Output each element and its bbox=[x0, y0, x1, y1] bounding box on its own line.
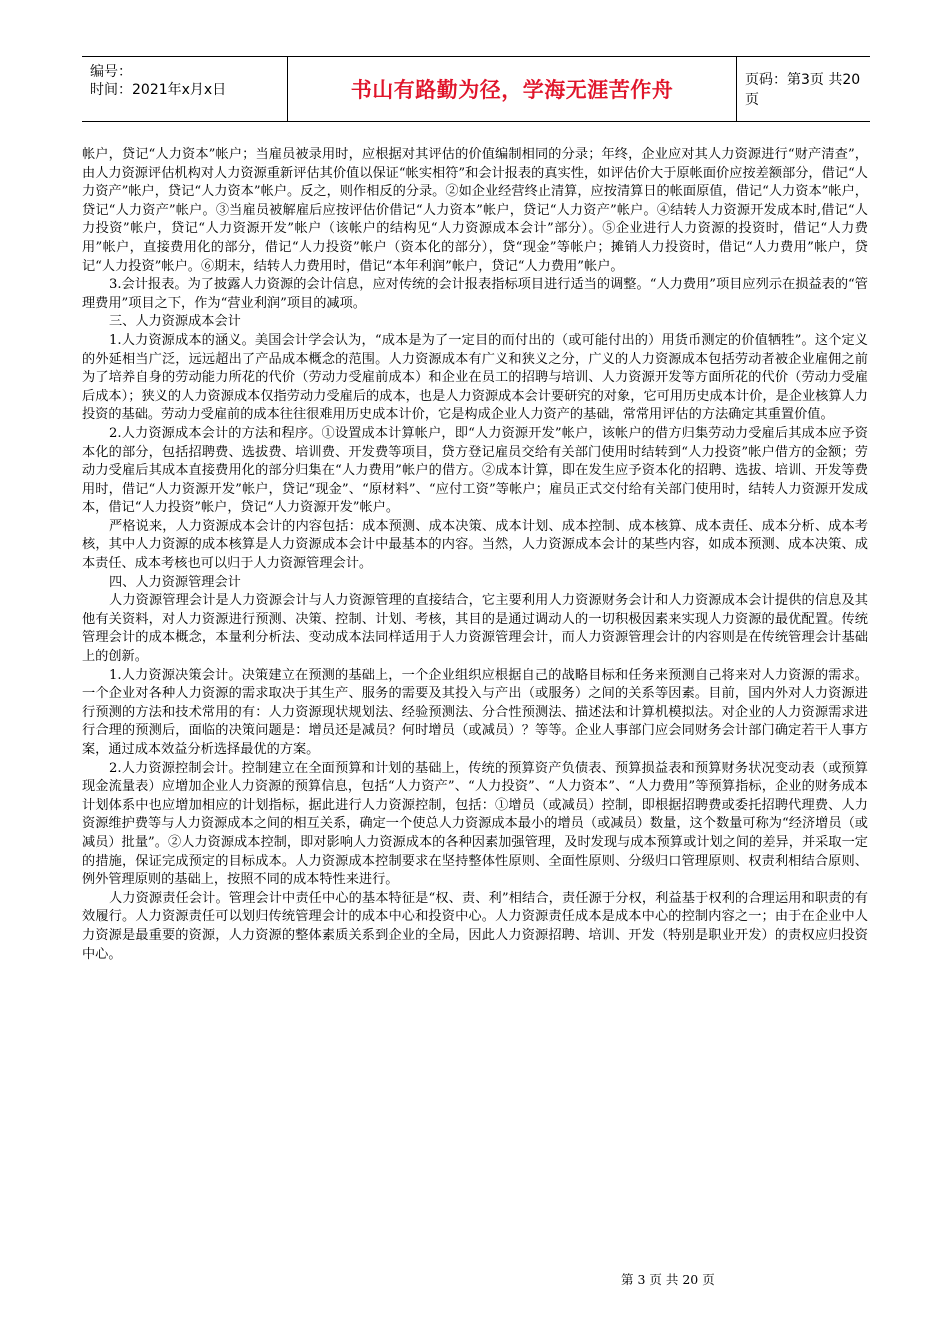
body-paragraph: 3.会计报表。为了披露人力资源的会计信息，应对传统的会计报表指标项目进行适当的调整。“人力费用”项目应列示在损益表的“管理费用”项目之下，作为“营业利润”项目的减项。 bbox=[82, 277, 868, 311]
body-paragraph: 四、人力资源管理会计 bbox=[109, 574, 241, 590]
body-paragraph: 人力资源责任会计。管理会计中责任中心的基本特征是“权、责、利”相结合，责任源于分权，利益基于权利的合理运用和职责的有效履行。人力资源责任可以划归传统管理会计的成本中心和投资中心。人力资源责任成本是成本中心的控制内容之一；由于在企业中人力资源是最重要的资源，人力资源的整体素质关系到企业的全局，因此人力资源招聘、培训、开发（特别是职业开发）的责权应归投资中心。 bbox=[82, 890, 868, 962]
body-paragraph: 帐户，贷记“人力资本”帐户；当雇员被录用时，应根据对其评估的价值编制相同的分录；年终，企业应对其人力资源进行“财产清查”，由人力资源评估机构对人力资源重新评估其价值以保证“帐实相符”和会计报表的真实性，如评估价大于原帐面价应按差额部分，借记“人力资产”帐户，贷记“人力资本”帐户。反之，则作相反的分录。②如企业经营终止清算，应按清算日的帐面原值，借记“人力资本”帐户，贷记“人力资产”帐户。③当雇员被解雇后应按评估价借记“人力资本”帐户，贷记“人力资产”帐户。④结转人力资源开发成本时,借记“人力投资”帐户，贷记“人力资源开发”帐户（该帐户的结构见“人力资源成本会计”部分）。⑤企业进行人力资源的投资时，借记“人力费用”帐户，直接费用化的部分，借记“人力投资”帐户（资本化的部分），贷“现金”等帐户；摊销人力投资时，借记“人力费用”帐户，贷记“人力投资”帐户。⑥期末，结转人力费用时，借记“本年利润”帐户，贷记“人力费用”帐户。 bbox=[82, 147, 868, 274]
body-paragraph: 1.人力资源成本的涵义。美国会计学会认为，“成本是为了一定目的而付出的（或可能付出的）用货币测定的价值牺牲”。这个定义的外延相当广泛，远远超出了产品成本概念的范围。人力资源成本有广义和狭义之分，广义的人力资源成本包括劳动者被企业雇佣之前为了培养自身的劳动能力所花的代价（劳动力受雇前成本）和企业在员工的招聘与培训、人力资源开发等方面所花的代价（劳动力受雇后成本）；狭义的人力资源成本仅指劳动力受雇后的成本，也是人力资源成本会计要研究的对象，它可用历史成本计价，是企业核算人力投资的基础。劳动力受雇前的成本往往很难用历史成本计价，它是构成企业人力资产的基础，常常用评估的方法确定其重置价值。 bbox=[82, 332, 868, 423]
body-paragraph: 1.人力资源决策会计。决策建立在预测的基础上，一个企业组织应根据自己的战略目标和任务来预测自己将来对人力资源的需求。一个企业对各种人力资源的需求取决于其生产、服务的需要及其投入与产出（或服务）之间的关系等因素。目前，国内外对人力资源进行预测的方法和技术常用的有：人力资源现状规划法、经验预测法、分合性预测法、描述法和计算机模拟法。对企业的人力资源需求进行合理的预测后，面临的决策问题是：增员还是减员？何时增员（或减员）？等等。企业人事部门应会同财务会计部门确定若干人事方案，通过成本效益分析选择最优的方案。 bbox=[82, 667, 868, 757]
body-paragraph: 2.人力资源控制会计。控制建立在全面预算和计划的基础上，传统的预算资产负债表、预算损益表和预算财务状况变动表（或预算现金流量表）应增加企业人力资源的预算信息，包括“人力资产”、“人力投资”、“人力资本”、“人力费用”等预算指标，企业的财务成本计划体系中也应增加相应的计划指标，据此进行人力资源控制，包括：①增员（或减员）控制，即根据招聘费或委托招聘代理费、人力资源维护费等与人力资源成本之间的相互关系，确定一个使总人力资源成本最小的增员（或减员）数量，这个数量可称为“经济增员（或减员）批量”。②人力资源成本控制，即对影响人力资源成本的各种因素加强管理，及时发现与成本预算或计划之间的差异，并采取一定的措施，保证完成预定的目标成本。人力资源成本控制要求在坚持整体性原则、全面性原则、分级归口管理原则、权责利相结合原则、例外管理原则的基础上，按照不同的成本特性来进行。 bbox=[82, 760, 868, 888]
body-paragraph: 三、人力资源成本会计 bbox=[109, 314, 241, 330]
body-paragraph: 2.人力资源成本会计的方法和程序。①设置成本计算帐户，即“人力资源开发”帐户，该帐户的借方归集劳动力受雇后其成本应予资本化的部分，包括招聘费、选拔费、培训费、开发费等项目，贷方登记雇员交给有关部门使用时结转到“人力投资”帐户借方的金额；劳动力受雇后其成本直接费用化的部分归集在“人力费用”帐户的借方。②成本计算，即在发生应予资本化的招聘、选拔、培训、开发等费用时，借记“人力资源开发”帐户，贷记“现金”、“原材料”、“应付工资”等帐户；雇员正式交付给有关部门使用时，结转人力资源开发成本，借记“人力投资”帐户，贷记“人力资源开发”帐户。 bbox=[82, 425, 868, 516]
header-motto-cell bbox=[287, 57, 737, 121]
header-page-cell bbox=[735, 57, 870, 121]
body-paragraph: 人力资源管理会计是人力资源会计与人力资源管理的直接结合，它主要利用人力资源财务会计和人力资源成本会计提供的信息及其他有关资料，对人力资源进行预测、决策、控制、计划、考核，其目的是通过调动人的一切积极因素来实现人力资源的最优配置。传统管理会计的成本概念，本量利分析法、变动成本法同样适用于人力资源管理会计，而人力资源管理会计的内容则是在传统管理会计基础上的创新。 bbox=[82, 593, 868, 665]
motto-text: 书山有路勤为径，学海无涯苦作舟 bbox=[350, 78, 674, 102]
page-number-label: 页码：第3页 共20页 bbox=[745, 72, 861, 108]
document-body bbox=[82, 146, 868, 964]
header-left-cell bbox=[82, 57, 287, 121]
page-footer: 第 3 页 共 20 页 bbox=[621, 1272, 715, 1287]
body-paragraph: 严格说来，人力资源成本会计的内容包括：成本预测、成本决策、成本计划、成本控制、成本核算、成本责任、成本分析、成本考核，其中人力资源的成本核算是人力资源成本会计中最基本的内容。当然，人力资源成本会计的某些内容，如成本预测、成本决策、成本责任、成本考核也可以归于人力资源管理会计。 bbox=[82, 518, 868, 572]
date-label: 时间：2021年x月x日 bbox=[90, 82, 227, 98]
page-header bbox=[82, 56, 870, 122]
document-number-label: 编号： bbox=[90, 64, 132, 80]
